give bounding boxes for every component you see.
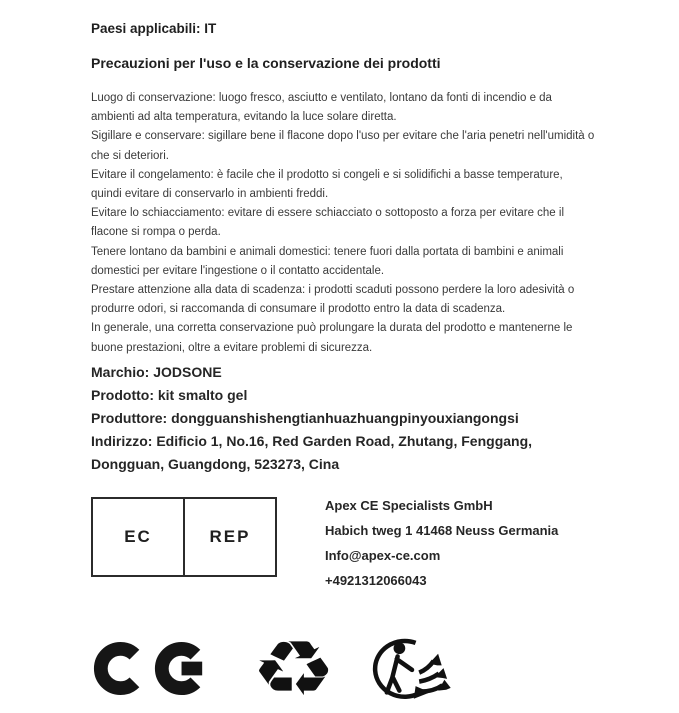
precautions-text <box>91 89 595 358</box>
representative-email: Info@apex-ce.com <box>325 547 441 563</box>
product-info <box>91 361 595 476</box>
certification-logos <box>91 623 595 713</box>
representative-address: Habich tweg 1 41468 Neuss Germania <box>325 522 559 538</box>
representative-phone: +4921312066043 <box>325 572 427 588</box>
paragraph-congelamento: Evitare il congelamento: è facile che il prodotto si congeli e si solidifichi a basse temperature, quindi evitare di conservarlo in ambienti freddi. <box>91 168 563 201</box>
precautions-heading: Precauzioni per l'uso e la conservazione dei prodotti <box>91 55 441 71</box>
product-line: Prodotto: kit smalto gel <box>91 386 248 403</box>
brand-line: Marchio: JODSONE <box>91 363 222 380</box>
ec-rep-section <box>91 497 595 593</box>
country-heading: Paesi applicabili: IT <box>91 21 217 36</box>
paragraph-sigillare: Sigillare e conservare: sigillare bene il flacone dopo l'uso per evitare che l'aria penetri nell'umidità o che si deteriori. <box>91 130 595 162</box>
paragraph-luogo-conservazione: Luogo di conservazione: luogo fresco, asciutto e ventilato, lontano da fonti di incendio e da ambienti ad alta temperatura, evitando la luce solare diretta. <box>91 92 552 124</box>
address-line: Indirizzo: Edificio 1, No.16, Red Garden Road, Zhutang, Fenggang, Dongguan, Guangdong, 523273, Cina <box>91 432 533 472</box>
ec-rep-symbol <box>91 497 277 577</box>
rep-cell: REP <box>209 526 251 546</box>
ec-cell: EC <box>93 499 185 575</box>
paragraph-schiacciamento: Evitare lo schiacciamento: evitare di essere schiacciato o sottoposto a forza per evitare che il flacone si rompa o perda. <box>91 207 565 239</box>
paragraph-conservazione-generale: In generale, una corretta conservazione può prolungare la durata del prodotto e mantenerne le buone prestazioni, oltre a evitare problemi di sicurezza. <box>91 322 573 354</box>
manufacturer-line: Produttore: dongguanshishengtianhuazhuangpinyouxiangongsi <box>91 409 519 426</box>
paragraph-data-scadenza: Prestare attenzione alla data di scadenza: i prodotti scaduti possono perdere la loro adesività o produrre odori, si raccomanda di consumare il prodotto entro la data di scadenza. <box>91 284 575 316</box>
ce-mark-icon <box>91 639 217 698</box>
eu-representative-contact <box>325 493 558 593</box>
paragraph-bambini-animali: Tenere lontano da bambini e animali domestici: tenere fuori dalla portata di bambini e animali domestici per evitare l'ingestione o il contatto accidentale. <box>91 245 564 277</box>
triman-logo-icon <box>367 631 457 707</box>
recycling-symbol-icon: ♻ <box>251 623 337 713</box>
representative-name: Apex CE Specialists GmbH <box>325 497 493 513</box>
